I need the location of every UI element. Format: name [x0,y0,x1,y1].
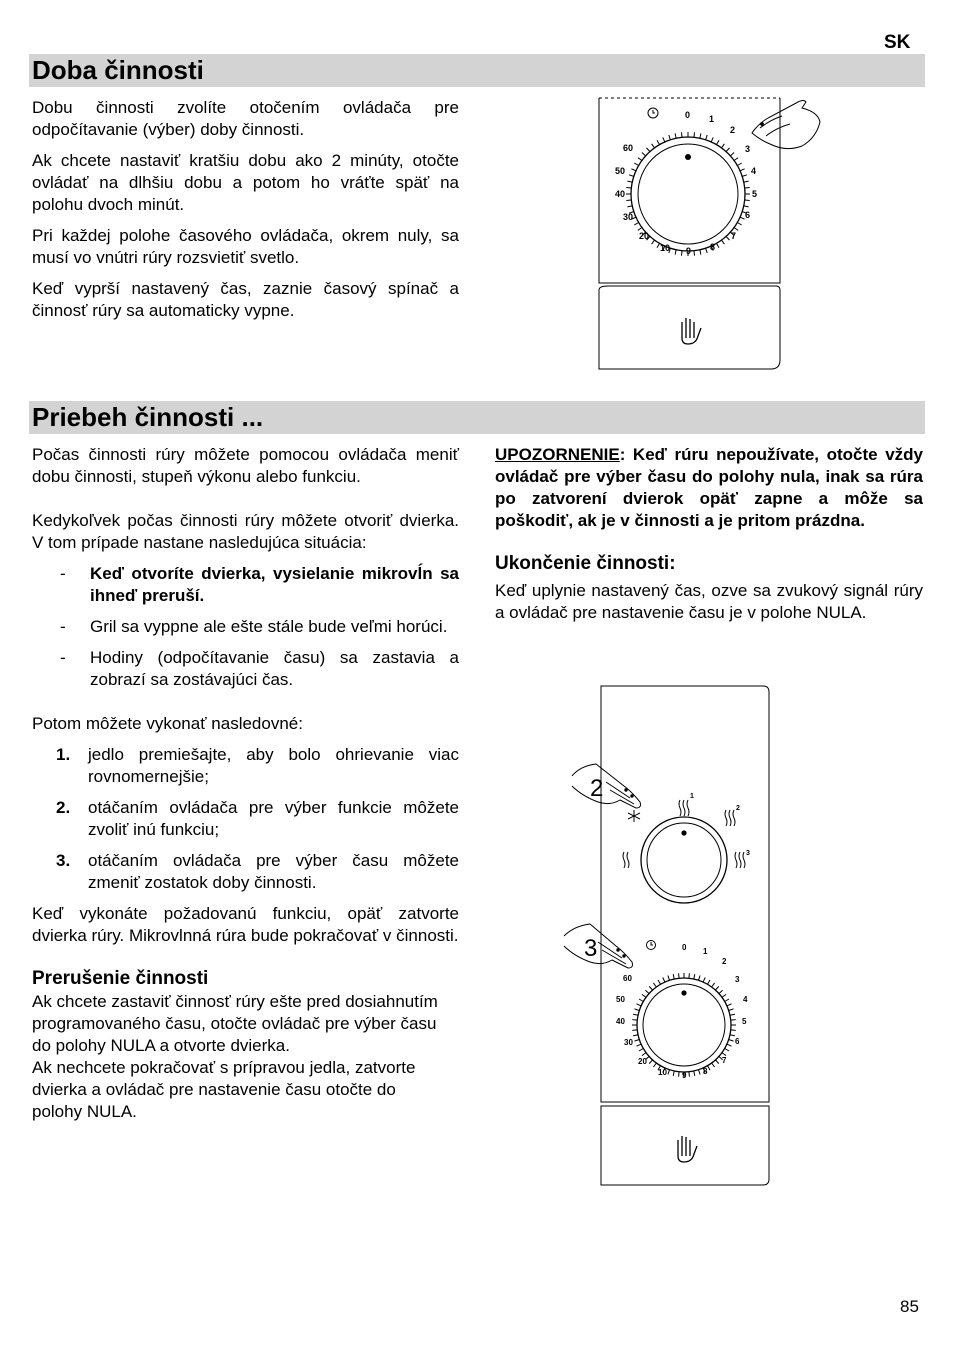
dial-label: 20 [639,231,650,241]
power-label: 2 [736,805,740,812]
dial-tick [730,1014,735,1015]
dial-tick [734,158,738,161]
hand-stop-icon [682,318,701,344]
dial-tick [629,175,634,177]
dial-label: 0 [682,943,687,952]
dial-tick [682,251,683,256]
step-number: 2 [590,775,604,802]
dial-tick [737,223,741,226]
power-label: 3 [746,850,750,857]
dial-tick [731,1030,736,1031]
paragraph: Keď vyprší nastavený čas, zaznie časový spínač a činnosť rúry sa automaticky vypne. [32,279,459,320]
timer-dial-labels [615,110,757,256]
dial-tick [633,1014,638,1015]
dial-tick [706,135,708,140]
clock-icon [647,941,656,950]
dial-tick [679,1072,680,1077]
dial-tick [626,200,631,201]
dial-tick [668,1070,670,1075]
warning-paragraph: UPOZORNENIE: Keď rúru nepoužívate, otočte vždy ovládač pre výber času do polohy nula, inak sa rúra po zatvorení dvierok opäť zapne a môže sa poškodiť, ak je v činnosti a je pritom prázdna. [495,445,923,530]
dial-label: 40 [616,1017,625,1026]
paragraph: Potom môžete vykonať nasledovné: [32,714,303,733]
dial-tick [729,1009,734,1011]
door-effects-list [32,563,459,691]
dial-tick [726,236,729,240]
section-header-band [29,401,925,434]
dial-tick [653,1063,656,1067]
warning-column [495,444,923,633]
dial-tick [740,217,745,219]
page-number: 85 [900,1297,919,1316]
dial-label: 20 [638,1057,647,1066]
dial-label: 50 [615,166,626,176]
dial-tick [734,228,738,231]
control-panel-figure [560,680,780,1195]
dial-tick [715,986,718,990]
dial-tick [737,163,741,166]
dial-tick [652,240,655,244]
paragraph: Keď uplynie nastavený čas, ozve sa zvukový signál rúry a ovládač pre nastavenie času je v polohe NULA. [495,581,923,622]
dial-tick [645,990,649,993]
timer-dial [632,973,736,1077]
step-number: 3 [584,935,598,962]
dial-tick [742,175,747,177]
dial-tick [730,153,734,156]
dial-tick [663,137,665,142]
dial-tick [631,169,636,171]
dial-tick [706,248,708,253]
dial-tick [727,1004,732,1006]
dial-tick [668,976,670,981]
dial-tick [703,978,705,983]
list-item: - Keď otvoríte dvierka, vysielanie mikrovĺn sa ihneď preruší. [60,564,459,605]
dial-tick [745,200,750,201]
dial-tick [712,983,715,987]
dial-label: 4 [751,166,757,176]
dial-label: 9 [686,246,692,256]
dial-label: 30 [624,1038,633,1047]
dial-tick [635,1009,640,1011]
dial-label: 30 [623,212,634,222]
dial-tick [694,1071,695,1076]
section-title-duration: Doba činnosti [32,55,204,85]
clock-icon [648,108,658,118]
dial-tick [740,169,745,171]
dial-tick [717,243,720,247]
dial-tick [744,206,749,207]
dial-tick [682,132,683,137]
dial-tick [642,994,646,997]
dial-tick [725,999,729,1002]
dial-tick [745,188,750,189]
dial-label: 8 [703,1067,708,1076]
list-item: 1. jedlo premiešajte, aby bolo ohrievanie viac rovnomernejšie; [56,745,459,786]
dial-label: 7 [731,231,737,241]
dial-tick [699,976,701,981]
dial-tick [694,132,695,137]
dial-tick [725,1049,729,1052]
dial-tick [712,1063,715,1067]
paragraph: Ak nechcete pokračovať s prípravou jedla, zatvorte dvierka a ovládač pre nastavenie času otočte do polohy NULA. [32,1058,416,1121]
dial-tick [627,206,632,207]
dial-label: 1 [703,947,708,956]
list-item: 2. otáčaním ovládača pre výber funkcie môžete zvoliť inú funkciu; [56,798,459,839]
dial-label: 5 [742,1017,747,1026]
dial-label: 3 [745,144,751,154]
dial-tick [675,250,676,255]
dial-tick [669,135,671,140]
dial-tick [642,153,646,156]
dial-tick [727,1044,732,1046]
paragraph: Pri každej polohe časového ovládača, okrem nuly, sa musí vo vnútri rúry rozsvietiť svetlo. [32,226,459,267]
dial-tick [632,1020,637,1021]
dial-tick [722,240,725,244]
section-header-band [29,54,925,87]
duration-text-column [32,97,459,331]
dial-tick [679,973,680,978]
dial-label: 3 [735,975,740,984]
dial-label: 6 [745,210,751,220]
dial-tick [708,980,711,984]
dial-tick [699,1070,701,1075]
dial-tick [639,1049,643,1052]
list-item: - Gril sa vyppne ale ešte stále bude veľmi horúci. [60,617,448,636]
list-item: - Hodiny (odpočítavanie času) sa zastavia a zobrazí sa zostávajúci čas. [60,648,459,689]
power-label: 1 [690,793,694,800]
dial-tick [658,980,661,984]
end-heading: Ukončenie činnosti: [495,553,676,574]
dial-label: 5 [752,189,758,199]
dial-tick [635,1040,640,1042]
dial-tick [722,144,725,148]
dial-tick [639,999,643,1002]
dial-tick [722,994,726,997]
dial-label: 10 [660,243,671,253]
paragraph: Počas činnosti rúry môžete pomocou ovládača meniť dobu činnosti, stupeň výkonu alebo funkciu. [32,445,459,486]
dial-label: 60 [623,974,632,983]
warning-label: UPOZORNENIE [495,445,620,464]
dial-tick [653,983,656,987]
dial-label: 9 [682,1071,687,1080]
dial-tick [694,251,695,256]
dial-tick [638,158,642,161]
dial-tick [719,990,723,993]
hand-stop-icon [678,1136,697,1162]
dial-tick [708,1066,711,1070]
dial-tick [673,974,674,979]
dial-tick [626,188,631,189]
paragraph: Keď vykonáte požadovanú funkciu, opäť zatvorte dvierka rúry. Mikrovlnná rúra bude pokračovať v činnosti. [32,904,459,945]
hand-pointing-icon [564,924,633,968]
dial-tick [700,250,701,255]
function-dial [641,817,727,903]
dial-tick [637,1004,642,1006]
dial-tick [711,137,713,142]
dial-label: 6 [735,1037,740,1046]
dial-label: 40 [615,189,626,199]
dial-label: 2 [722,957,727,966]
dial-label: 10 [658,1068,667,1077]
dial-tick [634,163,638,166]
dial-label: 8 [710,242,716,252]
dial-tick [731,1020,736,1021]
dial-tick [730,1035,735,1036]
dial-tick [673,1071,674,1076]
paragraph: Dobu činnosti zvolíte otočením ovládača pre odpočítavanie (výber) doby činnosti. [32,98,459,139]
dial-label: 60 [623,143,634,153]
dial-tick [637,1044,642,1046]
hand-turning-icon [752,101,820,149]
dial-tick [647,148,650,152]
dial-label: 4 [743,995,748,1004]
dial-tick [689,973,690,978]
options-list [32,744,459,894]
dial-tick [663,978,665,983]
dial-label: 1 [709,114,715,124]
dial-tick [715,1060,718,1064]
dial-tick [744,181,749,182]
progress-text-column [32,444,459,1123]
section-title-progress: Priebeh činnosti ... [32,402,264,432]
dial-tick [726,148,729,152]
dial-tick [652,144,655,148]
dial-tick [627,181,632,182]
dial-tick [649,986,652,990]
paragraph: Ak chcete nastaviť kratšiu dobu ako 2 minúty, otočte ovládať na dlhšiu dobu a potom ho vráťte späť na polohu dvoch minút. [32,151,459,214]
dial-tick [649,1060,652,1064]
list-item: 3. otáčaním ovládača pre výber času môžete zmeniť zostatok doby činnosti. [56,851,459,892]
dial-tick [632,1030,637,1031]
dial-tick [700,133,701,138]
dial-tick [729,1040,734,1042]
timer-dial-labels [616,943,748,1080]
dial-tick [633,1035,638,1036]
dial-label: 50 [616,995,625,1004]
asterisk-icon [628,810,640,822]
dial-tick [675,133,676,138]
dial-tick [694,974,695,979]
paragraph: Kedykoľvek počas činnosti rúry môžete otvoriť dvierka. V tom prípade nastane nasledujúca situácia: [32,511,459,552]
hand-pointing-icon [572,764,641,808]
dial-tick [717,140,720,144]
dial-label: 7 [722,1056,727,1065]
language-code: SK [884,32,911,53]
dial-label: 2 [730,125,736,135]
timer-dial-figure [590,90,830,375]
paragraph: Ak chcete zastaviť činnosť rúry ešte pred dosiahnutím programovaného času, otočte ovládač pre výber času do polohy NULA a otvorte dvierka. [32,992,438,1055]
interrupt-heading: Prerušenie činnosti [32,968,209,989]
dial-tick [638,228,642,231]
dial-tick [657,140,660,144]
dial-tick [689,1072,690,1077]
dial-tick [642,1053,646,1056]
dial-tick [634,223,638,226]
dial-label: 0 [685,110,691,120]
